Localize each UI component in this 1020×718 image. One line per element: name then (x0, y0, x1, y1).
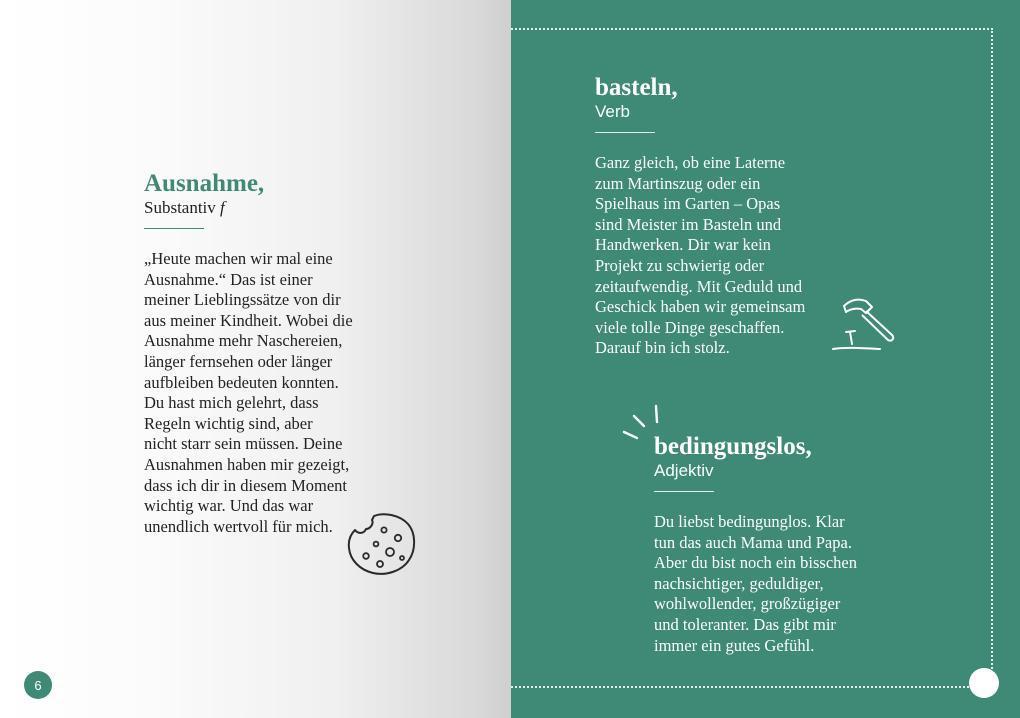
text-line: aufbleiben bedeuten konnten. (144, 372, 339, 392)
divider (144, 228, 204, 229)
text-line: meiner Lieblingssätze von dir (144, 290, 341, 310)
text-line: Du hast mich gelehrt, dass (144, 393, 319, 413)
part-of-speech: Adjektiv (654, 461, 714, 480)
text-line: länger fernsehen oder länger (144, 351, 333, 371)
text-line: zeitaufwendig. Mit Geduld und (595, 276, 803, 296)
entry-text (144, 249, 384, 537)
text-line: Ganz gleich, ob eine Laterne (595, 153, 786, 172)
text-line: Darauf bin ich stolz. (595, 338, 730, 358)
entry-ausnahme (144, 170, 384, 537)
text-line: Ausnahme.“ Das ist einer (144, 269, 313, 289)
text-line: wichtig war. Und das war (144, 496, 314, 516)
cookie-icon (346, 512, 418, 578)
text-line: „Heute machen wir mal eine (144, 249, 333, 268)
text-line: wohlwollender, großzügiger (654, 594, 841, 614)
text-line: immer ein gutes Gefühl. (654, 635, 815, 655)
text-line: Handwerken. Dir war kein (595, 235, 771, 255)
text-line: Regeln wichtig sind, aber (144, 413, 313, 433)
text-line: Ausnahmen haben mir gezeigt, (144, 454, 350, 474)
text-line: Ausnahme mehr Naschereien, (144, 331, 343, 351)
text-line: aus meiner Kindheit. Wobei die (144, 310, 353, 330)
text-line: Geschick haben wir gemeinsam (595, 297, 806, 317)
page-number: 6 (24, 671, 52, 699)
text-line: tun das auch Mama und Papa. (654, 532, 852, 552)
entry-bedingungslos (654, 433, 894, 656)
divider (595, 132, 655, 133)
text-line: Projekt zu schwierig oder (595, 255, 765, 275)
entry-basteln (595, 74, 835, 359)
headword: bedingungslos, (654, 433, 812, 460)
part-of-speech: Verb (595, 102, 630, 121)
text-line: nicht starr sein müssen. Deine (144, 434, 343, 454)
hammer-icon (830, 292, 902, 354)
entry-text (595, 153, 835, 359)
text-line: Aber du bist noch ein bisschen (654, 553, 858, 573)
text-line: und toleranter. Das gibt mir (654, 614, 836, 634)
divider (654, 491, 714, 492)
text-line: zum Martinszug oder ein (595, 173, 761, 193)
headword: Ausnahme, (144, 170, 265, 197)
text-line: Spielhaus im Garten – Opas (595, 194, 781, 214)
text-line: dass ich dir in diesem Moment (144, 475, 348, 495)
pos-label: Substantiv (144, 198, 216, 217)
text-line: viele tolle Dinge geschaffen. (595, 317, 785, 337)
text-line: nachsichtiger, geduldiger, (654, 573, 824, 593)
part-of-speech (144, 198, 384, 218)
text-line: sind Meister im Basteln und (595, 214, 782, 234)
entry-text (654, 512, 894, 656)
text-line: unendlich wertvoll für mich. (144, 516, 333, 536)
text-line: Du liebst bedingunglos. Klar (654, 512, 845, 531)
corner-marker (969, 668, 999, 698)
pos-gender: f (220, 198, 225, 217)
headword: basteln, (595, 74, 678, 101)
